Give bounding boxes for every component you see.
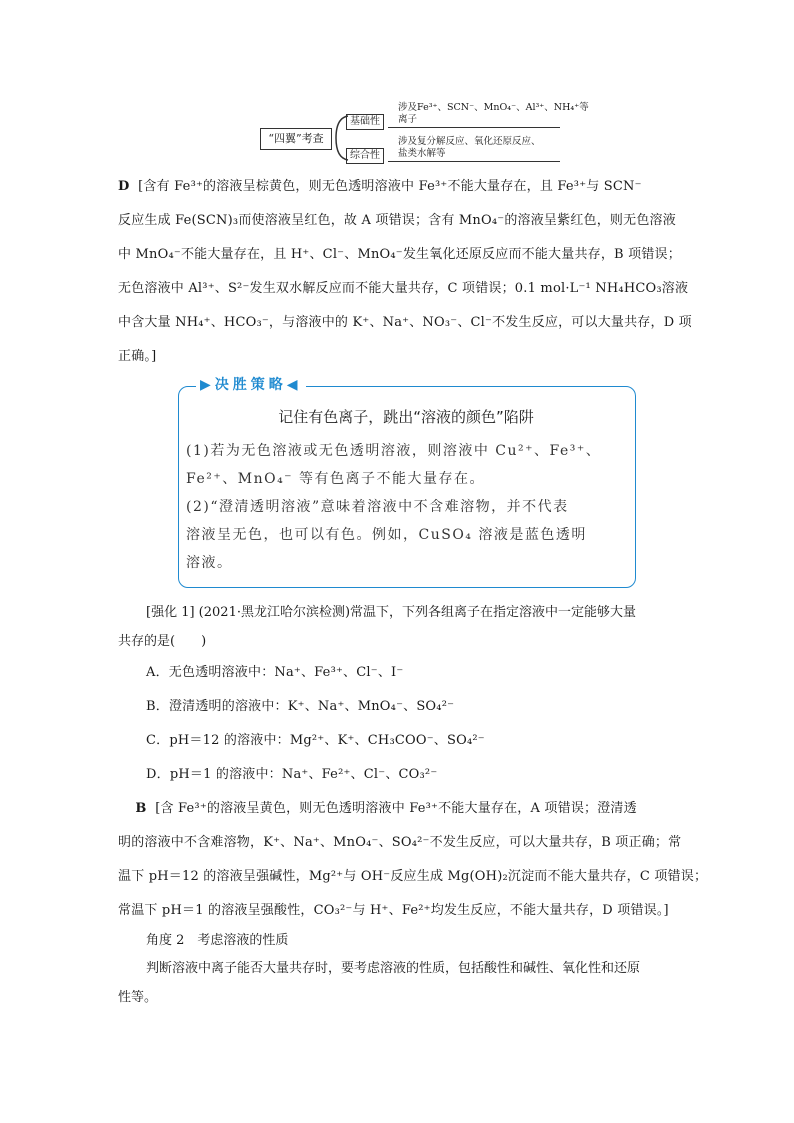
answer-2-line: 明的溶液中不含难溶物，K⁺、Na⁺、MnO₄⁻、SO₄²⁻不发生反应，可以大量共存，B 项正确；常 bbox=[118, 835, 682, 850]
answer-1-line: 反应生成 Fe(SCN)₃而使溶液呈红色，故 A 项错误；含有 MnO₄⁻的溶液呈紫红色，则无色溶液 bbox=[118, 213, 676, 228]
section-heading: 角度 2 考虑溶液的性质 bbox=[146, 933, 289, 948]
mindmap-comprehensive-line-1: 涉及复分解反应、氧化还原反应、 bbox=[398, 136, 541, 147]
mindmap-root: “四翼”考查 bbox=[260, 128, 332, 150]
strategy-line: Fe²⁺、MnO₄⁻ 等有色离子不能大量存在。 bbox=[186, 471, 486, 487]
answer-1-line: 无色溶液中 Al³⁺、S²⁻发生双水解反应而不能大量共存，C 项错误；0.1 mol·L⁻¹ NH₄HCO₃溶液 bbox=[118, 281, 689, 296]
option-a: A．无色透明溶液中：Na⁺、Fe³⁺、Cl⁻、I⁻ bbox=[146, 665, 404, 680]
mindmap-basic-line-1: 涉及Fe³⁺、SCN⁻、MnO₄⁻、Al³⁺、NH₄⁺等 bbox=[398, 102, 589, 113]
mindmap-node-comprehensive: 综合性 bbox=[346, 148, 384, 164]
question-stem-line: [强化 1] (2021·黑龙江哈尔滨检测)常温下，下列各组离子在指定溶液中一定能够大量 bbox=[146, 605, 637, 620]
answer-2-line: 温下 pH＝12 的溶液呈强碱性，Mg²⁺与 OH⁻反应生成 Mg(OH)₂沉淀而不能大量共存，C 项错误； bbox=[118, 869, 708, 884]
section-body bbox=[118, 954, 640, 1012]
strategy-line: (1)若为无色溶液或无色透明溶液，则溶液中 Cu²⁺、Fe³⁺、 bbox=[186, 443, 602, 459]
answer-2-line: [含 Fe³⁺的溶液呈黄色，则无色透明溶液中 Fe³⁺不能大量存在，A 项错误；澄清透 bbox=[155, 801, 637, 816]
answer-1-line: 中 MnO₄⁻不能大量存在，且 H⁺、Cl⁻、MnO₄⁻发生氧化还原反应而不能大量共存，B 项错误； bbox=[118, 247, 681, 262]
answer-1-letter: D bbox=[118, 179, 130, 194]
question-options bbox=[146, 656, 485, 792]
answer-1-line: 中含大量 NH₄⁺、HCO₃⁻，与溶液中的 K⁺、Na⁺、NO₃⁻、Cl⁻不发生反应，可以大量共存，D 项 bbox=[118, 315, 692, 330]
question-stem-line: 共存的是( ) bbox=[118, 634, 207, 649]
answer-2-letter: B bbox=[135, 801, 147, 816]
answer-2-line: 常温下 pH＝1 的溶液呈强酸性，CO₃²⁻与 H⁺、Fe²⁺均发生反应，不能大量共存，D 项错误。] bbox=[118, 903, 669, 918]
mindmap-node-basic: 基础性 bbox=[346, 114, 384, 130]
strategy-line: 溶液呈无色，也可以有色。例如，CuSO₄ 溶液是蓝色透明 bbox=[186, 527, 587, 543]
strategy-line: (2)“澄清透明溶液”意味着溶液中不含难溶物，并不代表 bbox=[186, 499, 569, 515]
strategy-heading: 记住有色离子，跳出“溶液的颜色”陷阱 bbox=[278, 408, 534, 426]
mindmap-basic-line-2: 离子 bbox=[398, 114, 418, 125]
mindmap-comprehensive-line-2: 盐类水解等 bbox=[398, 148, 446, 159]
option-d: D．pH＝1 的溶液中：Na⁺、Fe²⁺、Cl⁻、CO₃²⁻ bbox=[146, 767, 438, 782]
answer-1-line: [含有 Fe³⁺的溶液呈棕黄色，则无色透明溶液中 Fe³⁺不能大量存在，且 Fe³⁺与 SCN⁻ bbox=[138, 179, 642, 194]
question-stem bbox=[146, 598, 636, 627]
strategy-title: ▶决胜策略◀ bbox=[196, 376, 306, 394]
play-icon: ▶ bbox=[200, 377, 215, 393]
section-line: 性等。 bbox=[118, 990, 158, 1005]
answer-2 bbox=[118, 792, 707, 928]
strategy-line: 溶液。 bbox=[186, 555, 233, 571]
section-line: 判断溶液中离子能否大量共存时，要考虑溶液的性质，包括酸性和碱性、氧化性和还原 bbox=[146, 961, 641, 976]
answer-1 bbox=[118, 170, 692, 374]
answer-1-line: 正确。] bbox=[118, 349, 157, 364]
question-stem-cont bbox=[118, 627, 206, 656]
option-c: C．pH＝12 的溶液中：Mg²⁺、K⁺、CH₃COO⁻、SO₄²⁻ bbox=[146, 733, 485, 748]
option-b: B．澄清透明的溶液中：K⁺、Na⁺、MnO₄⁻、SO₄²⁻ bbox=[146, 699, 455, 714]
back-arrow-icon: ◀ bbox=[286, 377, 302, 393]
